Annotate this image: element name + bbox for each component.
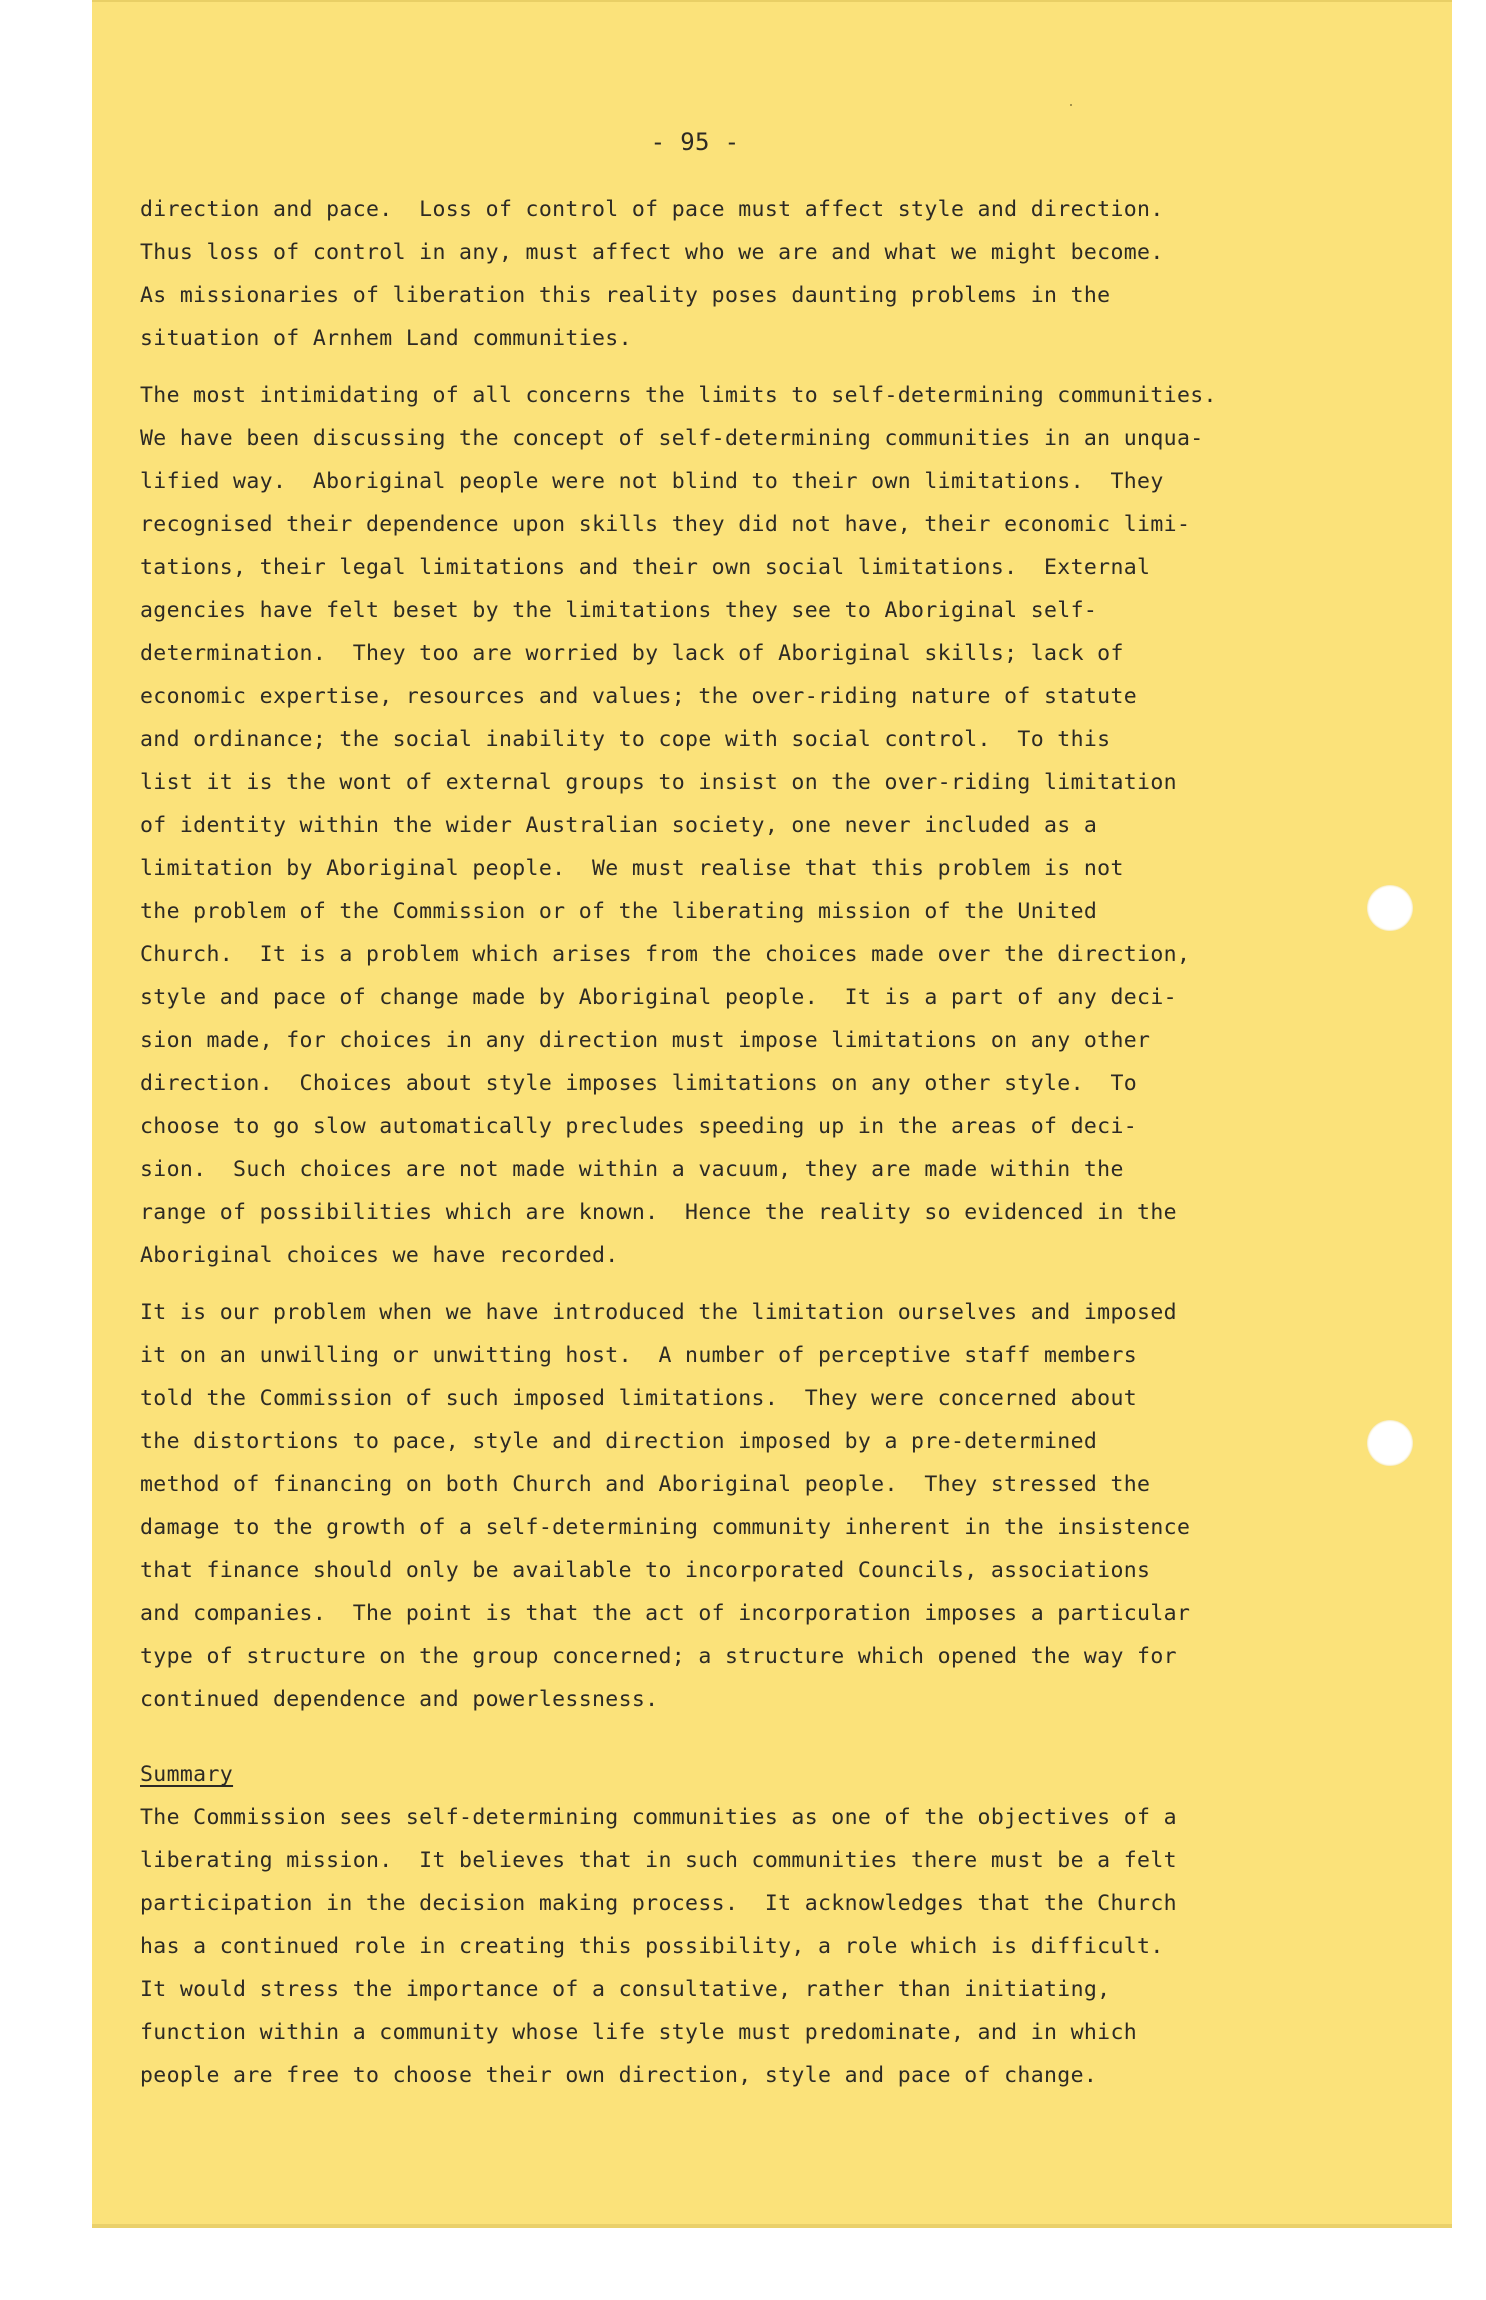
text-line: has a continued role in creating this possibility, a role which is difficult. [140,1934,1164,1959]
text-line: situation of Arnhem Land communities. [140,326,632,351]
text-line: participation in the decision making process. It acknowledges that the Church [140,1891,1177,1916]
text-line: function within a community whose life style must predominate, and in which [140,2020,1138,2045]
text-line: sion made, for choices in any direction must impose limitations on any other [140,1028,1151,1053]
text-line: It is our problem when we have introduced the limitation ourselves and imposed [140,1300,1177,1325]
text-line: Aboriginal choices we have recorded. [140,1243,619,1268]
text-line: the problem of the Commission or of the liberating mission of the United [140,899,1098,924]
text-line: it on an unwilling or unwitting host. A number of perceptive staff members [140,1343,1138,1368]
summary-section [140,1753,1290,2097]
text-line: agencies have felt beset by the limitations they see to Aboriginal self- [140,598,1098,623]
ink-speck [1070,104,1072,106]
paragraph-2 [140,374,1290,1277]
text-line: list it is the wont of external groups to insist on the over-riding limitation [140,770,1177,795]
text-line: It would stress the importance of a consultative, rather than initiating, [140,1977,1111,2002]
text-line: method of financing on both Church and Aboriginal people. They stressed the [140,1472,1151,1497]
text-line: economic expertise, resources and values; the over-riding nature of statute [140,684,1138,709]
text-line: sion. Such choices are not made within a vacuum, they are made within the [140,1157,1124,1182]
text-line: Church. It is a problem which arises from the choices made over the direction, [140,942,1191,967]
text-line: determination. They too are worried by lack of Aboriginal skills; lack of [140,641,1124,666]
text-line: direction and pace. Loss of control of pace must affect style and direction. [140,197,1164,222]
paper-bottom-edge [92,2224,1452,2228]
text-line: liberating mission. It believes that in such communities there must be a felt [140,1848,1177,1873]
page-number: - 95 - [650,128,740,156]
text-line: and companies. The point is that the act of incorporation imposes a particular [140,1601,1191,1626]
text-line: the distortions to pace, style and direction imposed by a pre-determined [140,1429,1098,1454]
text-line: We have been discussing the concept of self-determining communities in an unqua- [140,426,1204,451]
text-line: The most intimidating of all concerns the limits to self-determining communities. [140,383,1217,408]
text-line: type of structure on the group concerned; a structure which opened the way for [140,1644,1177,1669]
text-line: As missionaries of liberation this reality poses daunting problems in the [140,283,1111,308]
text-line: that finance should only be available to incorporated Councils, associations [140,1558,1151,1583]
text-line: recognised their dependence upon skills they did not have, their economic limi- [140,512,1191,537]
paragraph-1 [140,188,1290,360]
text-line: choose to go slow automatically precludes speeding up in the areas of deci- [140,1114,1138,1139]
text-line: The Commission sees self-determining communities as one of the objectives of a [140,1805,1177,1830]
summary-heading: Summary [140,1762,234,1787]
text-line: of identity within the wider Australian society, one never included as a [140,813,1098,838]
text-line: tations, their legal limitations and their own social limitations. External [140,555,1151,580]
paragraph-3 [140,1291,1290,1721]
text-line: lified way. Aboriginal people were not blind to their own limitations. They [140,469,1164,494]
text-line: Thus loss of control in any, must affect who we are and what we might become. [140,240,1164,265]
text-line: people are free to choose their own direction, style and pace of change. [140,2063,1098,2088]
text-line: damage to the growth of a self-determining community inherent in the insistence [140,1515,1191,1540]
text-line: continued dependence and powerlessness. [140,1687,659,1712]
text-line: range of possibilities which are known. Hence the reality so evidenced in the [140,1200,1177,1225]
text-line: direction. Choices about style imposes limitations on any other style. To [140,1071,1138,1096]
document-body [140,126,1290,2097]
text-line: style and pace of change made by Aboriginal people. It is a part of any deci- [140,985,1177,1010]
text-line: told the Commission of such imposed limitations. They were concerned about [140,1386,1138,1411]
punch-hole [1367,885,1413,931]
text-line: limitation by Aboriginal people. We must realise that this problem is not [140,856,1124,881]
text-line: and ordinance; the social inability to cope with social control. To this [140,727,1111,752]
punch-hole [1367,1420,1413,1466]
